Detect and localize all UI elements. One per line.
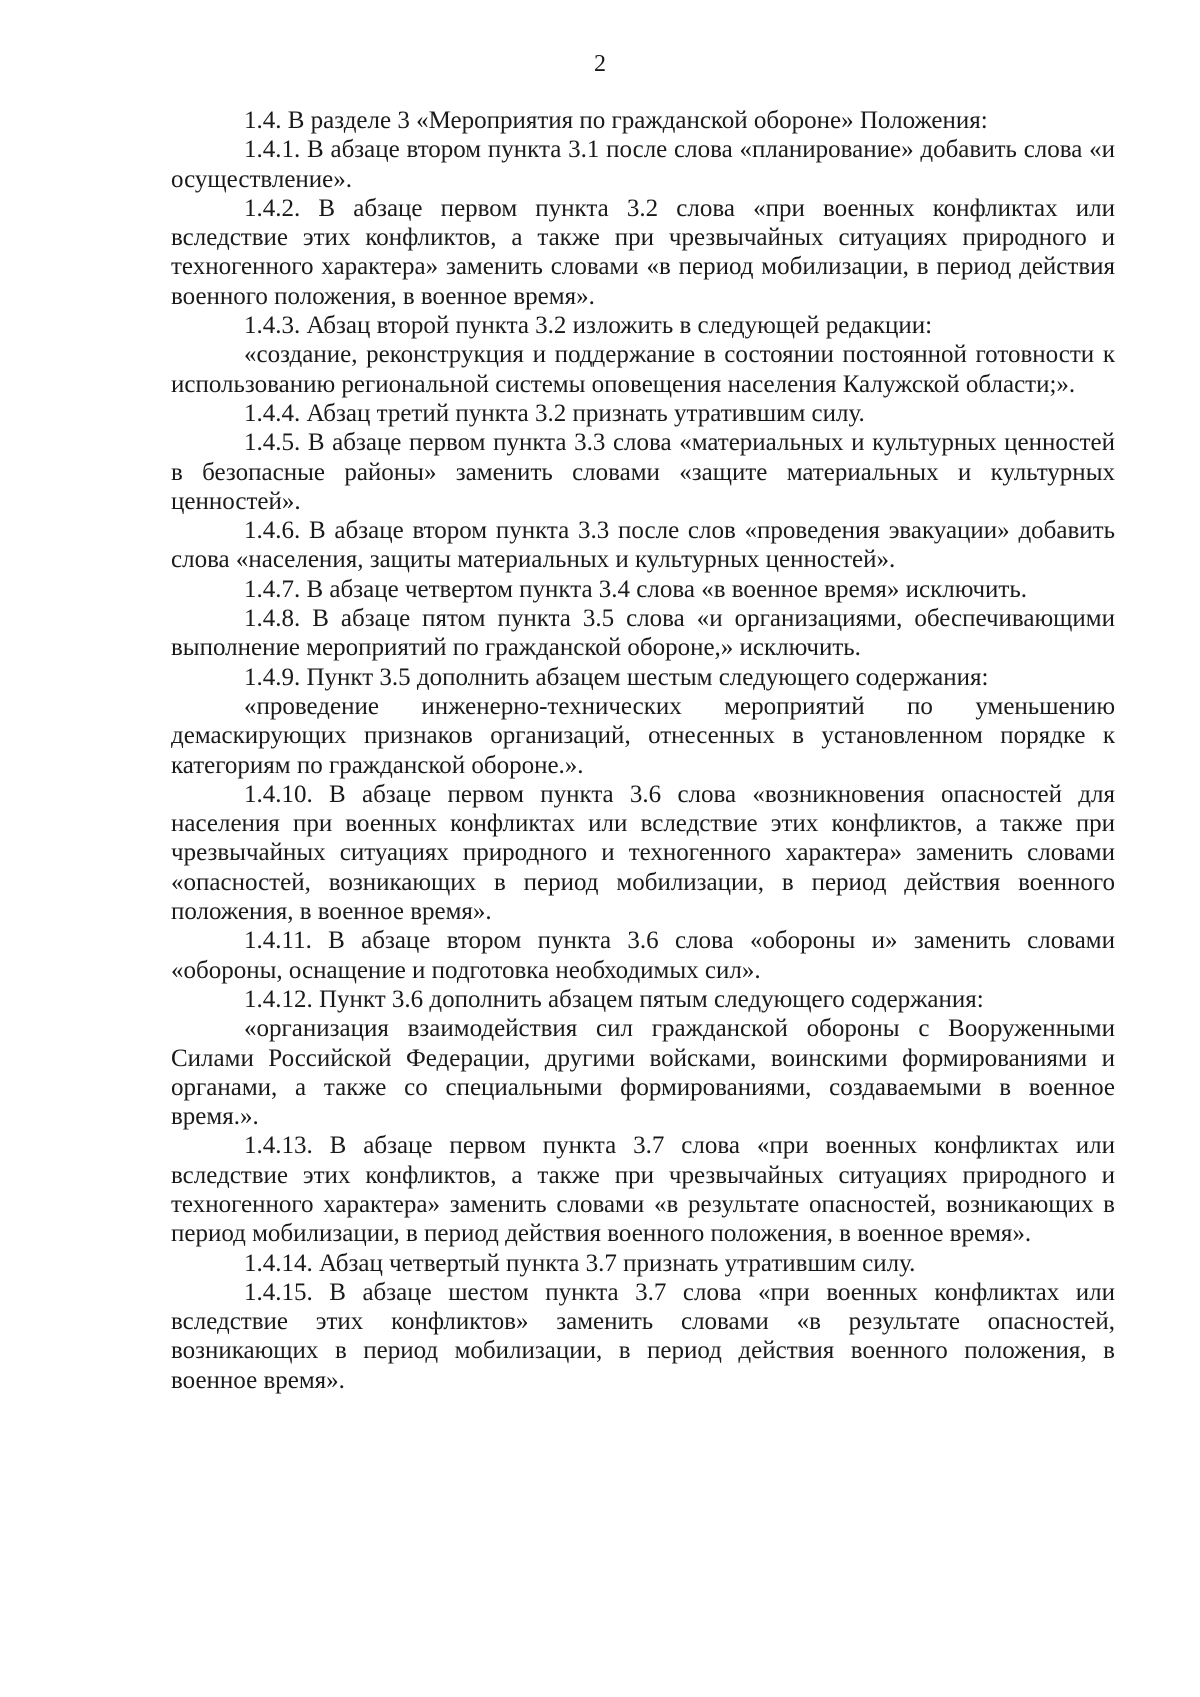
- paragraph-1-4: 1.4. В разделе 3 «Мероприятия по гражданской обороне» Положения:: [244, 107, 988, 134]
- paragraph-1-4-12-quote: «организация взаимодействия сил гражданской обороны с Вооруженными Силами Российской Федерации, другими войсками, воинскими формированиями и органами, а также со специальными формированиями, создаваемыми в военное время.».: [171, 1015, 1115, 1131]
- paragraph-1-4-12: 1.4.12. Пункт 3.6 дополнить абзацем пятым следующего содержания:: [244, 985, 984, 1013]
- paragraph-1-4-7: 1.4.7. В абзаце четвертом пункта 3.4 слова «в военное время» исключить.: [244, 575, 1028, 603]
- paragraph-1-4-3-quote: «создание, реконструкция и поддержание в состоянии постоянной готовности к использованию региональной системы оповещения населения Калужской области;».: [171, 341, 1115, 398]
- paragraph-1-4-4: 1.4.4. Абзац третий пункта 3.2 признать утратившим силу.: [244, 399, 865, 427]
- paragraph-1-4-15: 1.4.15. В абзаце шестом пункта 3.7 слова «при военных конфликтах или вследствие этих конфликтов» заменить словами «в результате опасностей, возникающих в период мобилизации, в период действия военного положения, в военное время».: [171, 1278, 1115, 1394]
- document-body: [171, 106, 1115, 1395]
- paragraph-1-4-6: 1.4.6. В абзаце втором пункта 3.3 после слов «проведения эвакуации» добавить слова «населения, защиты материальных и культурных ценностей».: [171, 517, 1115, 574]
- paragraph-1-4-10: 1.4.10. В абзаце первом пункта 3.6 слова «возникновения опасностей для населения при военных конфликтах или вследствие этих конфликтов, а также при чрезвычайных ситуациях природного и техногенного характера» заменить словами «опасностей, возникающих в период мобилизации, в период действия военного положения, в военное время».: [171, 780, 1115, 926]
- paragraph-1-4-8: 1.4.8. В абзаце пятом пункта 3.5 слова «и организациями, обеспечивающими выполнение мероприятий по гражданской обороне,» исключить.: [171, 605, 1115, 662]
- paragraph-1-4-14: 1.4.14. Абзац четвертый пункта 3.7 признать утратившим силу.: [244, 1249, 916, 1277]
- paragraph-1-4-13: 1.4.13. В абзаце первом пункта 3.7 слова «при военных конфликтах или вследствие этих конфликтов, а также при чрезвычайных ситуациях природного и техногенного характера» заменить словами «в результате опасностей, возникающих в период мобилизации, в период действия военного положения, в военное время».: [171, 1132, 1115, 1248]
- paragraph-1-4-9-quote: «проведение инженерно-технических мероприятий по уменьшению демаскирующих признаков организаций, отнесенных в установленном порядке к категориям по гражданской обороне.».: [171, 692, 1115, 779]
- page-number: 2: [594, 51, 606, 77]
- paragraph-1-4-2: 1.4.2. В абзаце первом пункта 3.2 слова «при военных конфликтах или вследствие этих конфликтов, а также при чрезвычайных ситуациях природного и техногенного характера» заменить словами «в период мобилизации, в период действия военного положения, в военное время».: [171, 194, 1115, 310]
- paragraph-1-4-3: 1.4.3. Абзац второй пункта 3.2 изложить в следующей редакции:: [244, 312, 933, 340]
- paragraph-1-4-5: 1.4.5. В абзаце первом пункта 3.3 слова «материальных и культурных ценностей в безопасные районы» заменить словами «защите материальных и культурных ценностей».: [171, 429, 1115, 515]
- paragraph-1-4-11: 1.4.11. В абзаце втором пункта 3.6 слова «обороны и» заменить словами «обороны, оснащение и подготовка необходимых сил».: [171, 927, 1115, 984]
- paragraph-1-4-9: 1.4.9. Пункт 3.5 дополнить абзацем шестым следующего содержания:: [244, 663, 989, 691]
- paragraph-1-4-1: 1.4.1. В абзаце втором пункта 3.1 после слова «планирование» добавить слова «и осуществление».: [171, 136, 1115, 193]
